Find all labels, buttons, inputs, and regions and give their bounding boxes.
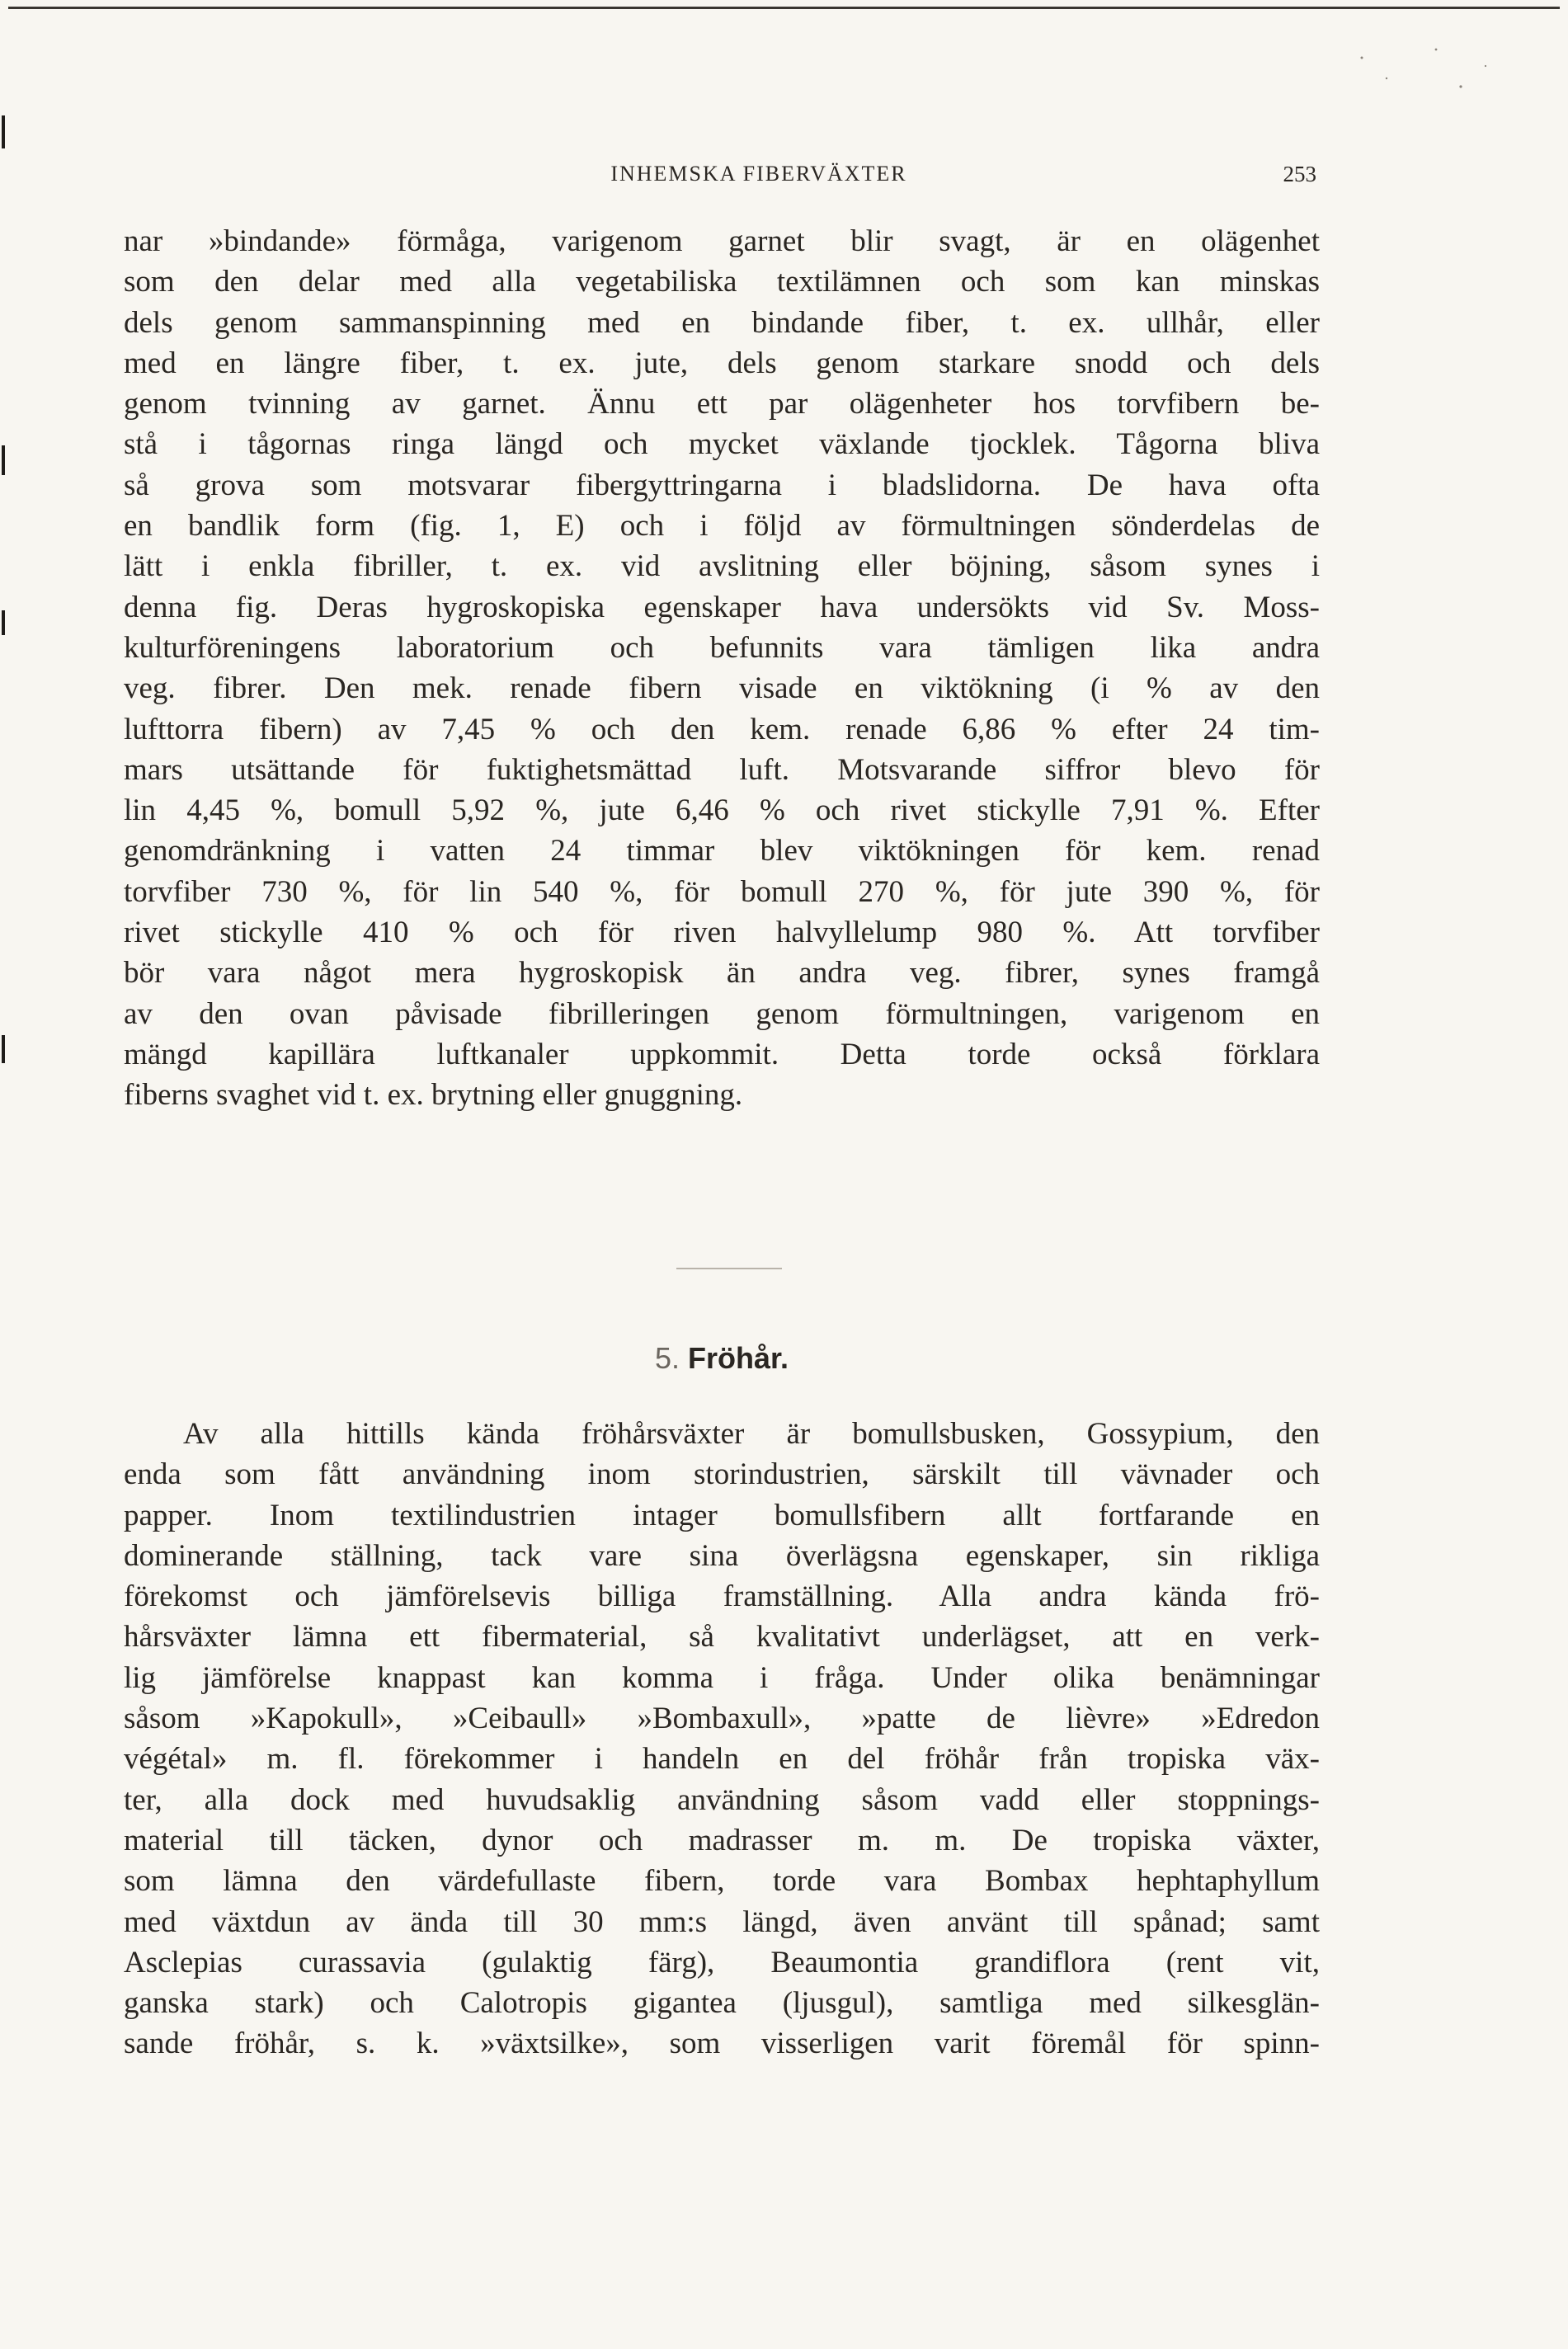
text-line: stå i tågornas ringa längd och mycket växlande tjocklek. Tågorna bliva: [124, 427, 1320, 462]
text-line: förekomst och jämförelsevis billiga framställning. Alla andra kända frö-: [124, 1579, 1320, 1614]
text-line: hårsväxter lämna ett fibermaterial, så kvalitativt underlägset, att en verk-: [124, 1620, 1320, 1655]
text-line: genom tvinning av garnet. Ännu ett par olägenheter hos torvfibern be-: [124, 387, 1320, 421]
running-head: INHEMSKA FIBERVÄXTER: [610, 162, 907, 186]
page-header: [188, 162, 1330, 186]
text-line: med växtdun av ända till 30 mm:s längd, även använt till spånad; samt: [124, 1904, 1320, 1939]
text-line: såsom »Kapokull», »Ceibaull» »Bombaxull», »patte de lièvre» »Edredon: [124, 1702, 1320, 1736]
text-line: nar »bindande» förmåga, varigenom garnet blir svagt, är en olägenhet: [124, 224, 1320, 258]
text-line: Asclepias curassavia (gulaktig färg), Beaumontia grandiflora (rent vit,: [124, 1945, 1320, 1979]
text-line: mängd kapillära luftkanaler uppkommit. Detta torde också förklara: [124, 1037, 1320, 1071]
paragraph-fiber-properties: [124, 221, 1320, 1116]
text-line: ganska stark) och Calotropis gigantea (ljusgul), samtliga med silkesglän-: [124, 1986, 1320, 2021]
text-line: material till täcken, dynor och madrasser m. m. De tropiska växter,: [124, 1823, 1320, 1857]
text-line: Av alla hittills kända fröhårsväxter är bomullsbusken, Gossypium, den: [183, 1417, 1320, 1451]
text-line: så grova som motsvarar fibergyttringarna i bladslidorna. De hava ofta: [124, 468, 1320, 502]
scan-speckles: [1337, 33, 1502, 107]
text-line: torvfiber 730 %, för lin 540 %, för bomull 270 %, för jute 390 %, för: [124, 874, 1320, 909]
text-line: lin 4,45 %, bomull 5,92 %, jute 6,46 % och rivet stickylle 7,91 %. Efter: [124, 793, 1320, 828]
scan-mark: [2, 610, 5, 635]
text-line: som den delar med alla vegetabiliska textilämnen och som kan minskas: [124, 265, 1320, 299]
section-title: Fröhår.: [688, 1341, 789, 1375]
text-line: kulturföreningens laboratorium och befunnits vara tämligen lika andra: [124, 630, 1320, 665]
text-line: som lämna den värdefullaste fibern, torde vara Bombax hephtaphyllum: [124, 1864, 1320, 1899]
text-line: av den ovan påvisade fibrilleringen genom förmultningen, varigenom en: [124, 996, 1320, 1031]
text-line: bör vara något mera hygroskopisk än andra veg. fibrer, synes framgå: [124, 956, 1320, 991]
text-line: mars utsättande för fuktighetsmättad luft. Motsvarande siffror blevo för: [124, 752, 1320, 787]
text-line: ter, alla dock med huvudsaklig användning såsom vadd eller stoppnings-: [124, 1782, 1320, 1817]
left-scan-edge: [0, 0, 8, 2349]
text-line: veg. fibrer. Den mek. renade fibern visade en viktökning (i % av den: [124, 671, 1320, 706]
page-number: 253: [1283, 162, 1316, 186]
text-line: enda som fått användning inom storindustrien, särskilt till vävnader och: [124, 1457, 1320, 1492]
scan-mark: [2, 445, 5, 475]
top-border-rule: [8, 7, 1560, 9]
scan-mark: [2, 1035, 5, 1063]
text-line: dominerande ställning, tack vare sina överlägsna egenskaper, sin rikliga: [124, 1538, 1320, 1573]
text-line: genomdränkning i vatten 24 timmar blev viktökningen för kem. renad: [124, 834, 1320, 869]
text-line: en bandlik form (fig. 1, E) och i följd av förmultningen sönderdelas de: [124, 509, 1320, 544]
text-line: papper. Inom textilindustrien intager bomullsfibern allt fortfarande en: [124, 1498, 1320, 1532]
text-line: denna fig. Deras hygroskopiska egenskaper hava undersökts vid Sv. Moss-: [124, 590, 1320, 624]
section-divider: [676, 1268, 782, 1269]
text-line: fiberns svaghet vid t. ex. brytning eller gnuggning.: [124, 1078, 743, 1113]
text-line: rivet stickylle 410 % och för riven halvyllelump 980 %. Att torvfiber: [124, 916, 1320, 950]
scan-mark: [2, 115, 5, 148]
text-line: sande fröhår, s. k. »växtsilke», som visserligen varit föremål för spinn-: [124, 2027, 1320, 2061]
text-line: lätt i enkla fibriller, t. ex. vid avslitning eller böjning, såsom synes i: [124, 549, 1320, 584]
text-line: dels genom sammanspinning med en bindande fiber, t. ex. ullhår, eller: [124, 305, 1320, 340]
text-line: lufttorra fibern) av 7,45 % och den kem. renade 6,86 % efter 24 tim-: [124, 712, 1320, 746]
paragraph-seed-hairs: [124, 1414, 1320, 2064]
section-heading: [124, 1341, 1320, 1376]
section-number: 5.: [654, 1341, 680, 1375]
text-line: lig jämförelse knappast kan komma i fråga. Under olika benämningar: [124, 1660, 1320, 1695]
text-line: végétal» m. fl. förekommer i handeln en del fröhår från tropiska väx-: [124, 1742, 1320, 1777]
text-line: med en längre fiber, t. ex. jute, dels genom starkare snodd och dels: [124, 346, 1320, 380]
